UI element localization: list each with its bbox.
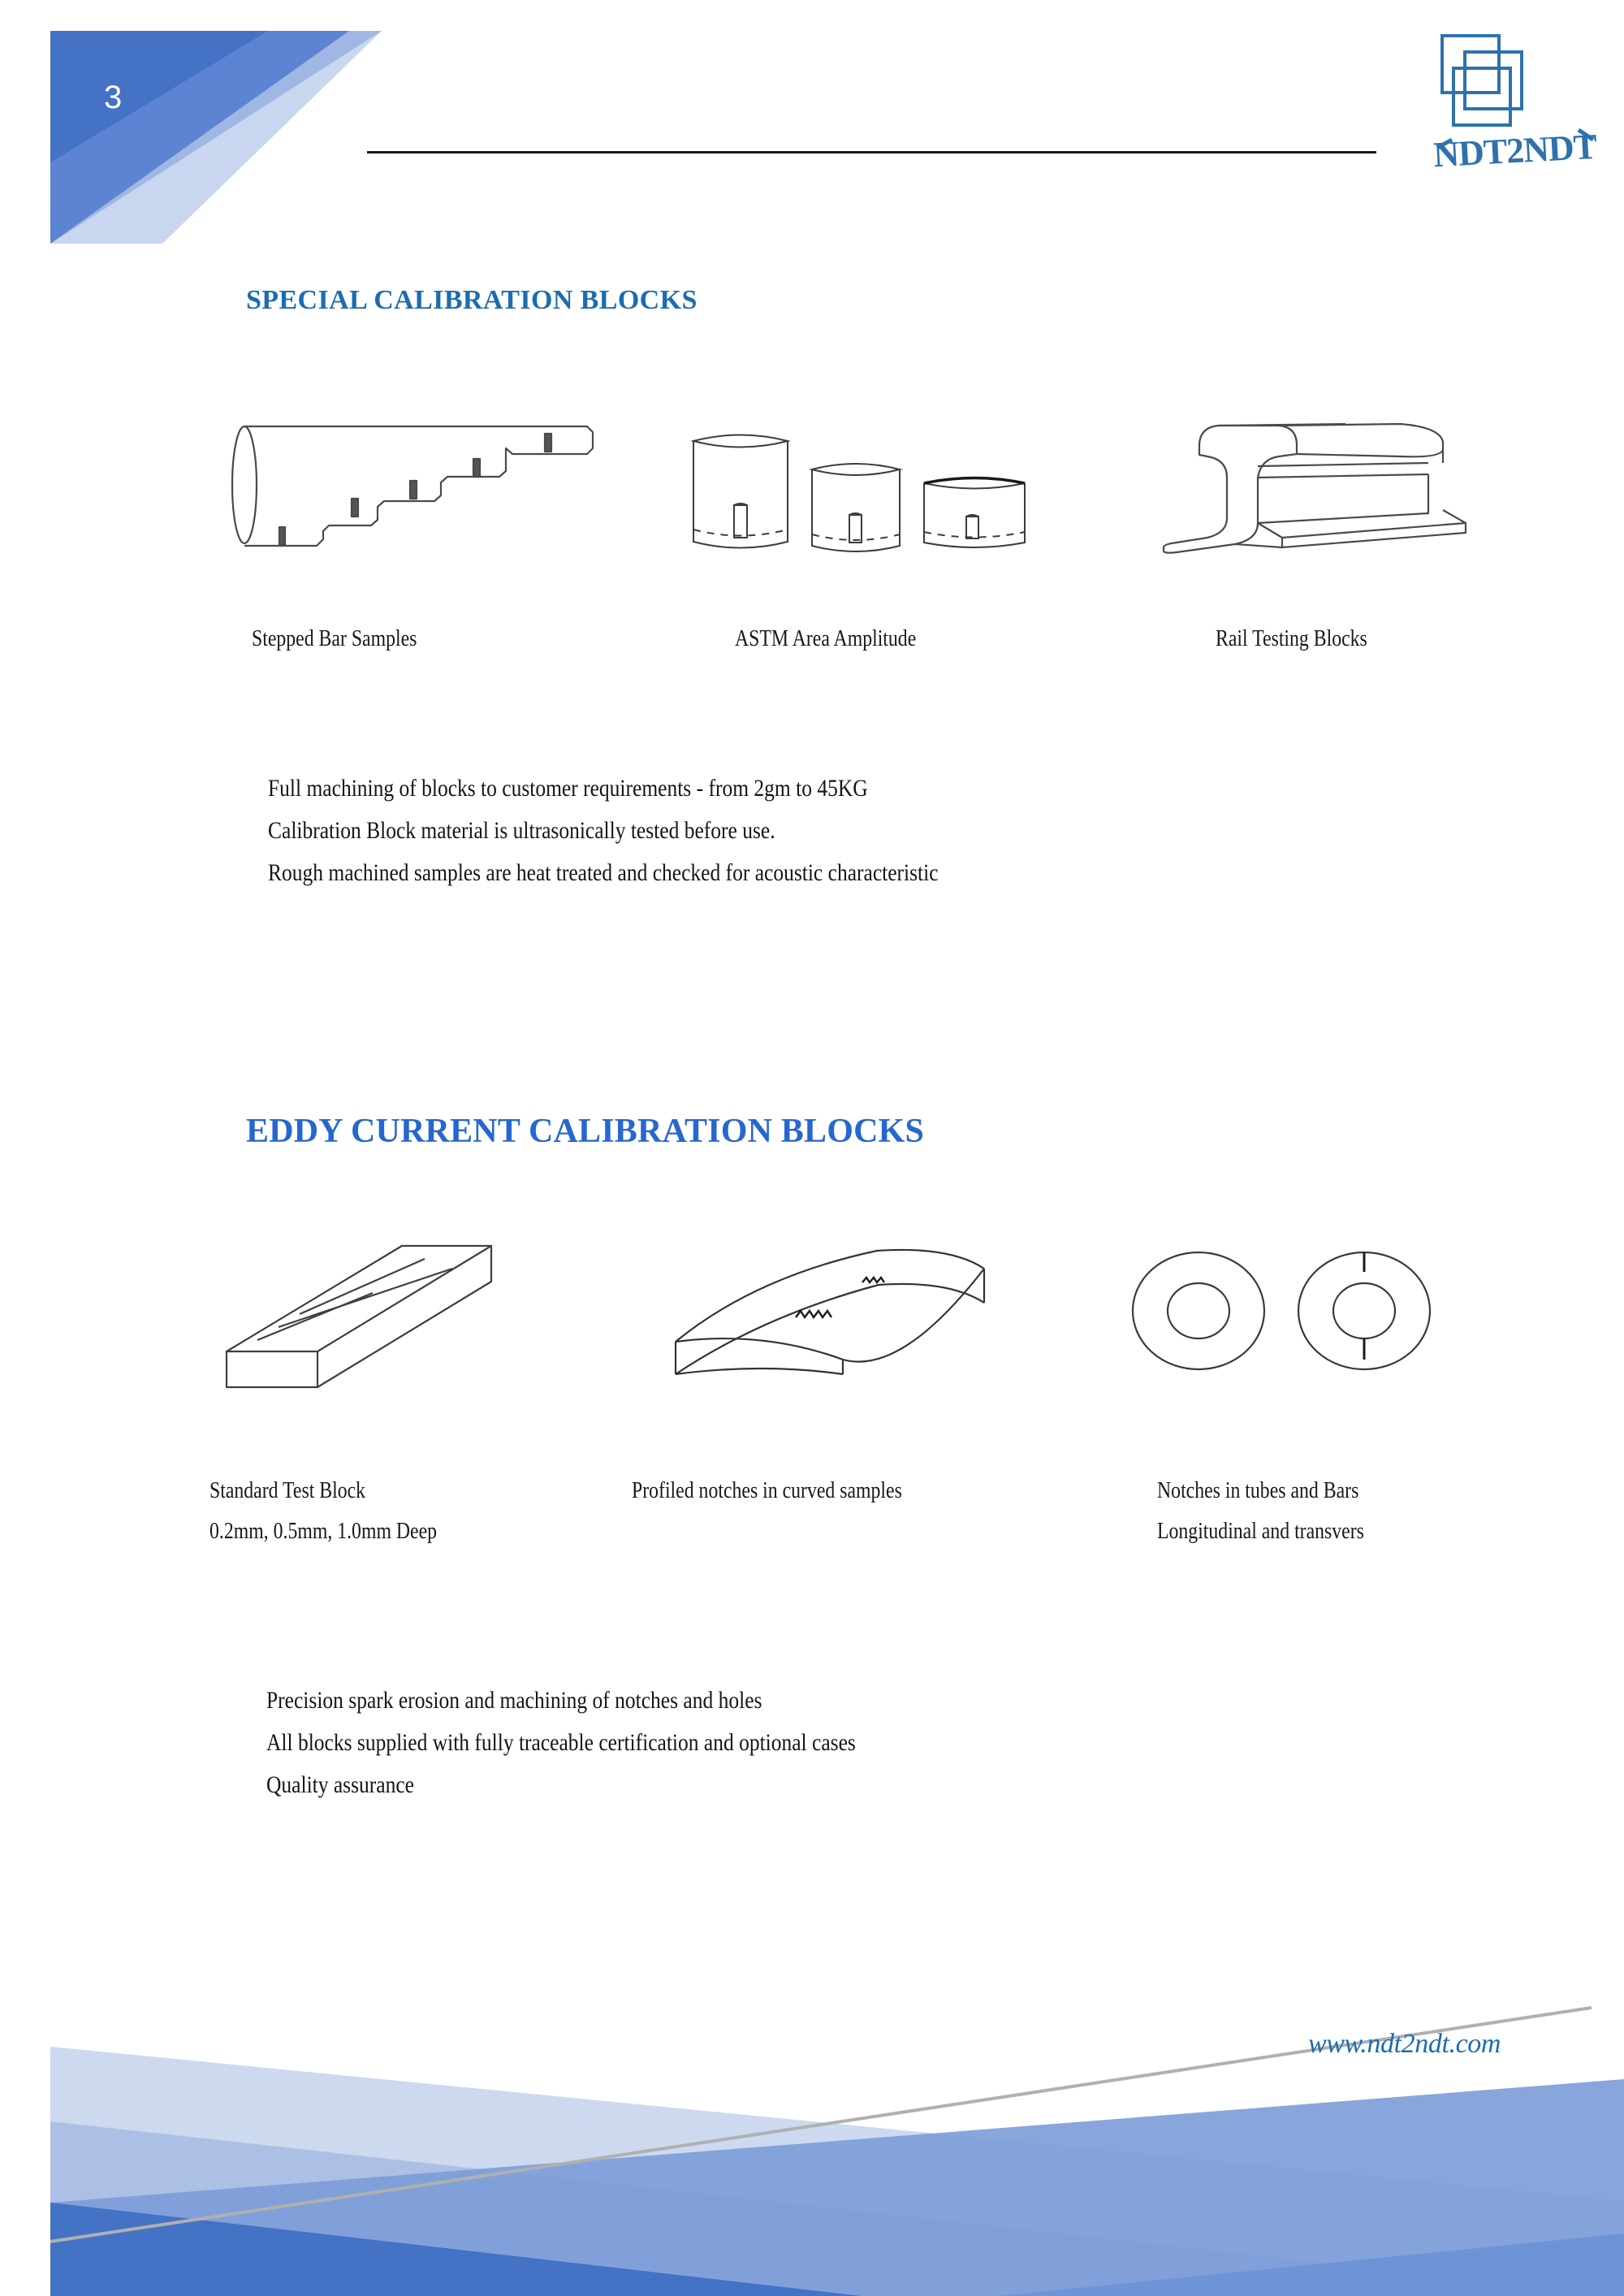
caption-tube-bar-notches: [1157, 1470, 1364, 1551]
caption-stepped-bar: Stepped Bar Samples: [252, 625, 417, 651]
footer-website-url[interactable]: www.ndt2ndt.com: [1308, 2029, 1501, 2059]
body-text-eddy-current-calibration-blocks: [266, 1680, 1302, 1806]
caption-curved-sample: [632, 1470, 902, 1511]
caption-line: Profiled notches in curved samples: [632, 1477, 902, 1503]
logo-squares-icon: [1442, 36, 1522, 125]
caption-astm-area-amplitude: ASTM Area Amplitude: [735, 625, 917, 651]
body-line: Precision spark erosion and machining of notches and holes: [266, 1687, 762, 1714]
page-number: 3: [104, 80, 123, 115]
figure-curved-sample: [658, 1228, 999, 1390]
body-line: Quality assurance: [266, 1771, 414, 1798]
body-line: All blocks supplied with fully traceable certification and optional cases: [266, 1729, 856, 1756]
tube-inner-circle-right: [1333, 1283, 1395, 1338]
header-rule: [367, 151, 1376, 153]
caption-standard-test-block: [209, 1470, 437, 1551]
footer-banner-graphic: [0, 1965, 1624, 2296]
body-text-special-calibration-blocks: [268, 767, 1303, 894]
caption-line: Longitudinal and transvers: [1157, 1518, 1364, 1544]
logo-wordmark: NDT2NDT: [1432, 126, 1598, 175]
caption-line: Standard Test Block: [209, 1477, 366, 1503]
figure-stepped-bar: [218, 400, 632, 570]
section-heading-special-calibration-blocks: SPECIAL CALIBRATION BLOCKS: [246, 285, 698, 315]
tube-outer-circle-left: [1133, 1252, 1264, 1369]
section-heading-eddy-current-calibration-blocks: EDDY CURRENT CALIBRATION BLOCKS: [246, 1113, 925, 1150]
caption-line: 0.2mm, 0.5mm, 1.0mm Deep: [209, 1518, 438, 1544]
body-line: Calibration Block material is ultrasonically tested before use.: [268, 817, 775, 844]
caption-line: Notches in tubes and Bars: [1157, 1477, 1359, 1503]
body-line: Full machining of blocks to customer requirements - from 2gm to 45KG: [268, 775, 868, 802]
caption-rail-testing-block: Rail Testing Blocks: [1216, 625, 1367, 651]
figure-standard-test-block: [215, 1228, 540, 1390]
tube-inner-circle-left: [1168, 1283, 1229, 1338]
figure-astm-area-amplitude: [676, 406, 1049, 569]
figure-rail-testing-block: [1157, 400, 1482, 578]
body-line: Rough machined samples are heat treated and checked for acoustic characteristic: [268, 859, 939, 886]
ndt2ndt-logo: [1427, 26, 1603, 201]
figure-tube-bar-notches: [1129, 1233, 1453, 1387]
header-banner-graphic: [0, 0, 455, 276]
